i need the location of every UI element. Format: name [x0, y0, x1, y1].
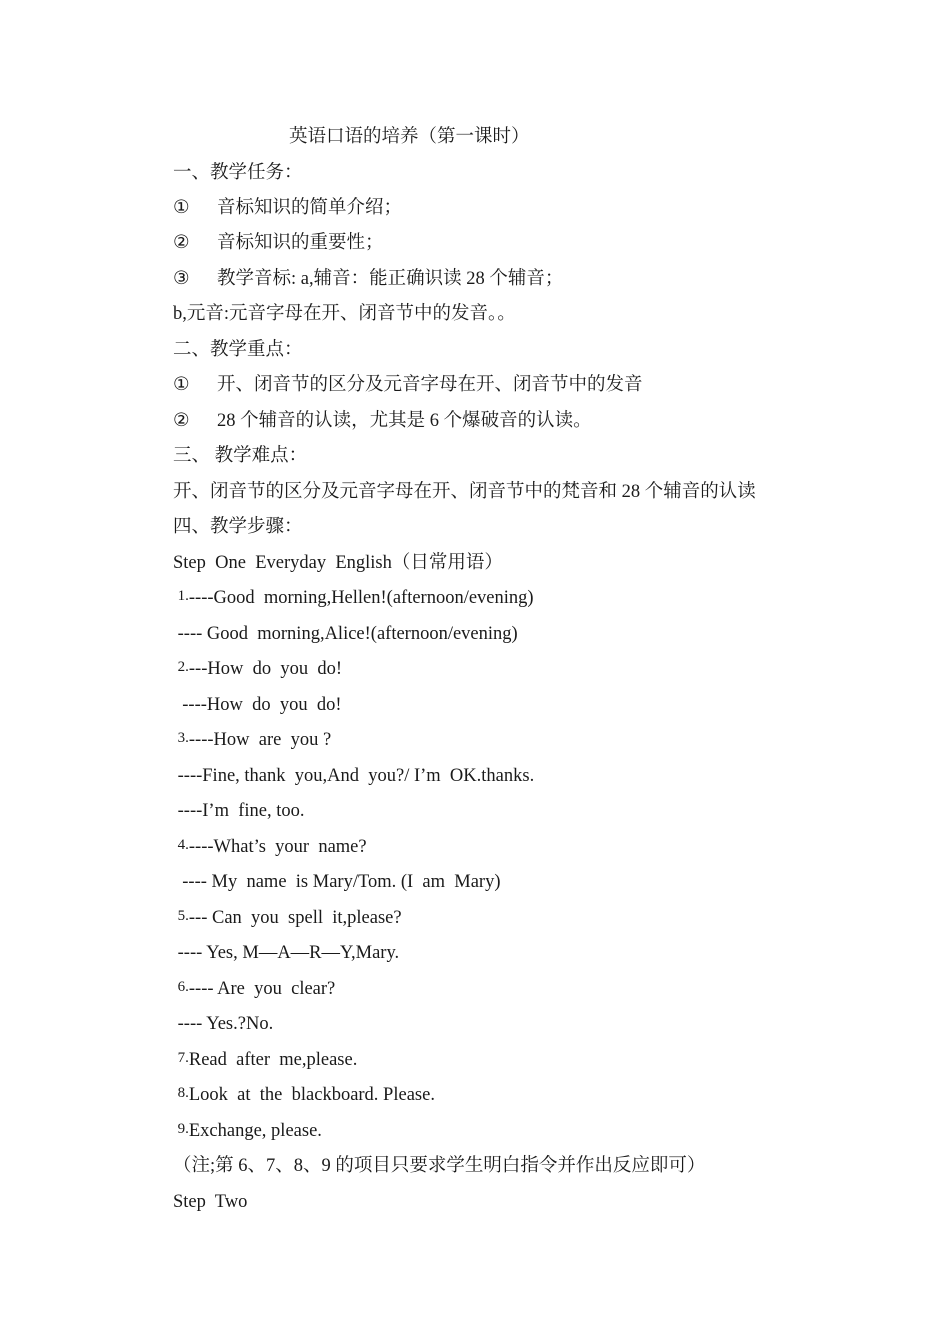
- dialogue-line: [173, 657, 342, 682]
- list-item: [173, 196, 402, 220]
- dialogue-line: [173, 835, 367, 860]
- dialogue-text: ---- Good morning,Alice!(afternoon/evening): [173, 624, 518, 644]
- dialogue-text: ----How do you do!: [173, 695, 342, 715]
- list-item-text: 音标知识的重要性；: [217, 233, 384, 253]
- section-heading-difficulties: 三、 教学难点：: [173, 446, 308, 466]
- paragraph: 开、闭音节的区分及元音字母在开、闭音节中的梵音和 28 个辅音的认读: [173, 482, 756, 502]
- dialogue-text: ---- Yes, M—A—R—Y,Mary.: [173, 943, 400, 963]
- section-heading-key-points: 二、教学重点：: [173, 340, 303, 360]
- dialogue-number: 9.: [177, 1121, 189, 1137]
- list-marker: ②: [173, 233, 190, 253]
- step-two-heading: Step Two: [173, 1192, 248, 1212]
- list-marker: ①: [173, 198, 190, 218]
- dialogue-line: [173, 1083, 435, 1108]
- paragraph-continuation: b,元音:元音字母在开、闭音节中的发音。。: [173, 304, 516, 324]
- section-heading-steps: 四、教学步骤：: [173, 517, 303, 537]
- list-marker: ②: [173, 411, 190, 431]
- dialogue-line: [173, 586, 534, 611]
- dialogue-line: [173, 728, 331, 753]
- dialogue-text: ---How do you do!: [188, 659, 342, 679]
- list-item-text: 开、闭音节的区分及元音字母在开、闭音节中的发音: [217, 375, 643, 395]
- dialogue-line: [173, 977, 335, 1002]
- list-item: [173, 267, 563, 291]
- dialogue-text: ----What’s your name?: [188, 837, 367, 857]
- dialogue-text: ---- Yes.?No.: [173, 1014, 274, 1034]
- dialogue-number: 8.: [177, 1085, 189, 1101]
- dialogue-text: ----I’m fine, too.: [173, 801, 305, 821]
- dialogue-text: Exchange, please.: [188, 1121, 322, 1141]
- dialogue-line: [173, 799, 305, 823]
- list-item: [173, 409, 592, 433]
- dialogue-number: 6.: [177, 979, 189, 995]
- dialogue-number: 4.: [177, 837, 189, 853]
- list-item-text: 音标知识的简单介绍；: [217, 198, 403, 218]
- dialogue-number: 7.: [177, 1050, 189, 1066]
- dialogue-line: [173, 870, 501, 894]
- list-item-text: 28 个辅音的认读，尤其是 6 个爆破音的认读。: [217, 411, 592, 431]
- dialogue-line: [173, 764, 534, 788]
- dialogue-number: 1.: [177, 588, 189, 604]
- list-item-text: 教学音标: a,辅音：能正确识读 28 个辅音；: [217, 269, 564, 289]
- dialogue-number: 3.: [177, 730, 189, 746]
- page-title: 英语口语的培养（第一课时）: [289, 127, 530, 147]
- dialogue-line: [173, 1048, 357, 1073]
- dialogue-text: ---- Are you clear?: [188, 979, 336, 999]
- list-marker: ③: [173, 269, 190, 289]
- list-item: [173, 231, 384, 255]
- dialogue-line: [173, 622, 518, 646]
- dialogue-text: ----Good morning,Hellen!(afternoon/evening): [188, 588, 534, 608]
- step-one-heading: Step One Everyday English（日常用语）: [173, 553, 503, 573]
- dialogue-text: ----Fine, thank you,And you?/ I’m OK.thanks.: [173, 766, 535, 786]
- list-item: [173, 373, 643, 397]
- dialogue-text: ---- My name is Mary/Tom. (I am Mary): [173, 872, 501, 892]
- dialogue-text: --- Can you spell it,please?: [188, 908, 402, 928]
- dialogue-text: Look at the blackboard. Please.: [188, 1085, 435, 1105]
- dialogue-text: ----How are you ?: [188, 730, 332, 750]
- dialogue-number: 5.: [177, 908, 189, 924]
- dialogue-text: Read after me,please.: [188, 1050, 358, 1070]
- note: （注;第 6、7、8、9 的项目只要求学生明白指令并作出反应即可）: [173, 1156, 706, 1176]
- dialogue-line: [173, 941, 399, 965]
- dialogue-line: [173, 1119, 322, 1144]
- dialogue-number: 2.: [177, 659, 189, 675]
- dialogue-line: [173, 1012, 273, 1036]
- dialogue-line: [173, 693, 342, 717]
- section-heading-tasks: 一、教学任务：: [173, 163, 303, 183]
- list-marker: ①: [173, 375, 190, 395]
- dialogue-line: [173, 906, 402, 931]
